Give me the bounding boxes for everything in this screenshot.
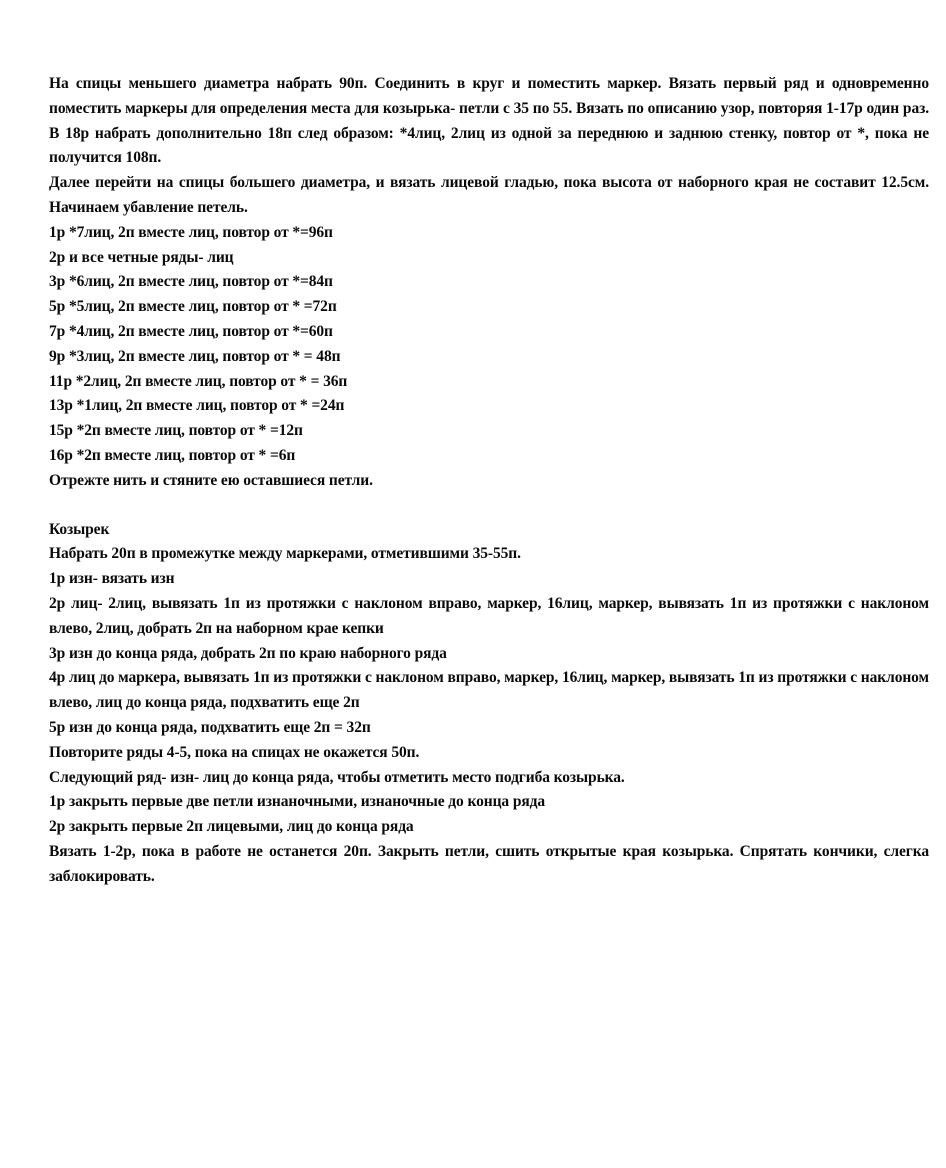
decrease-row: 9р *3лиц, 2п вместе лиц, повтор от * = 48п <box>49 347 341 365</box>
decrease-row: 5р *5лиц, 2п вместе лиц, повтор от * =72п <box>49 298 337 316</box>
decrease-row: 11р *2лиц, 2п вместе лиц, повтор от * = 36п <box>49 372 348 390</box>
decrease-row: 3р *6лиц, 2п вместе лиц, повтор от *=84п <box>49 273 333 291</box>
visor-line: 2р закрыть первые 2п лицевыми, лиц до конца ряда <box>49 818 414 836</box>
visor-line: Следующий ряд- изн- лиц до конца ряда, чтобы отметить место подгиба козырька. <box>49 768 625 786</box>
decrease-row: 15р *2п вместе лиц, повтор от * =12п <box>49 422 303 440</box>
visor-line: 3р изн до конца ряда, добрать 2п по краю наборного ряда <box>49 644 447 662</box>
visor-line: 4р лиц до маркера, вывязать 1п из протяжки с наклоном вправо, маркер, 16лиц, маркер, вывязать 1п из протяжки с наклоном влево, лиц до конца ряда, подхватить еще 2п <box>49 669 929 712</box>
intro-paragraph: На спицы меньшего диаметра набрать 90п. Соединить в круг и поместить маркер. Вязать первый ряд и одновременно поместить маркеры для определения места для козырька- петли с 35 по 55. Вязать по описанию узор, повторяя 1-17р один раз. В 18р набрать дополнительно 18п след образом: *4лиц, 2лиц из одной за переднюю и заднюю стенку, повтор от *, пока не получится 108п. <box>49 75 929 167</box>
visor-line: Повторите ряды 4-5, пока на спицах не окажется 50п. <box>49 743 420 761</box>
decrease-row: 2р и все четные ряды- лиц <box>49 248 234 266</box>
visor-section-title: Козырек <box>49 520 110 538</box>
knitting-instructions-document <box>49 72 929 890</box>
section-spacer <box>49 494 929 518</box>
decrease-row: 1р *7лиц, 2п вместе лиц, повтор от *=96п <box>49 223 333 241</box>
visor-line: 5р изн до конца ряда, подхватить еще 2п = 32п <box>49 718 371 736</box>
visor-instructions-list <box>49 542 929 889</box>
visor-line: 1р изн- вязать изн <box>49 570 175 588</box>
visor-line: 1р закрыть первые две петли изнаночными, изнаночные до конца ряда <box>49 793 546 811</box>
decrease-row: Отрежте нить и стяните ею оставшиеся петли. <box>49 471 373 489</box>
decrease-row: 16р *2п вместе лиц, повтор от * =6п <box>49 446 296 464</box>
visor-line: 2р лиц- 2лиц, вывязать 1п из протяжки с наклоном вправо, маркер, 16лиц, маркер, вывязать 1п из протяжки с наклоном влево, 2лиц, добрать 2п на наборном крае кепки <box>49 594 929 637</box>
visor-line: Набрать 20п в промежутке между маркерами, отметившими 35-55п. <box>49 545 521 563</box>
decrease-row: 7р *4лиц, 2п вместе лиц, повтор от *=60п <box>49 322 333 340</box>
decrease-rows-list <box>49 221 929 494</box>
visor-line: Вязать 1-2р, пока в работе не останется 20п. Закрыть петли, сшить открытые края козырька. Спрятать кончики, слегка заблокировать. <box>49 842 929 885</box>
intro-paragraph: Далее перейти на спицы большего диаметра, и вязать лицевой гладью, пока высота от наборного края не составит 12.5см. Начинаем убавление петель. <box>49 174 929 216</box>
decrease-row: 13р *1лиц, 2п вместе лиц, повтор от * =24п <box>49 397 345 415</box>
